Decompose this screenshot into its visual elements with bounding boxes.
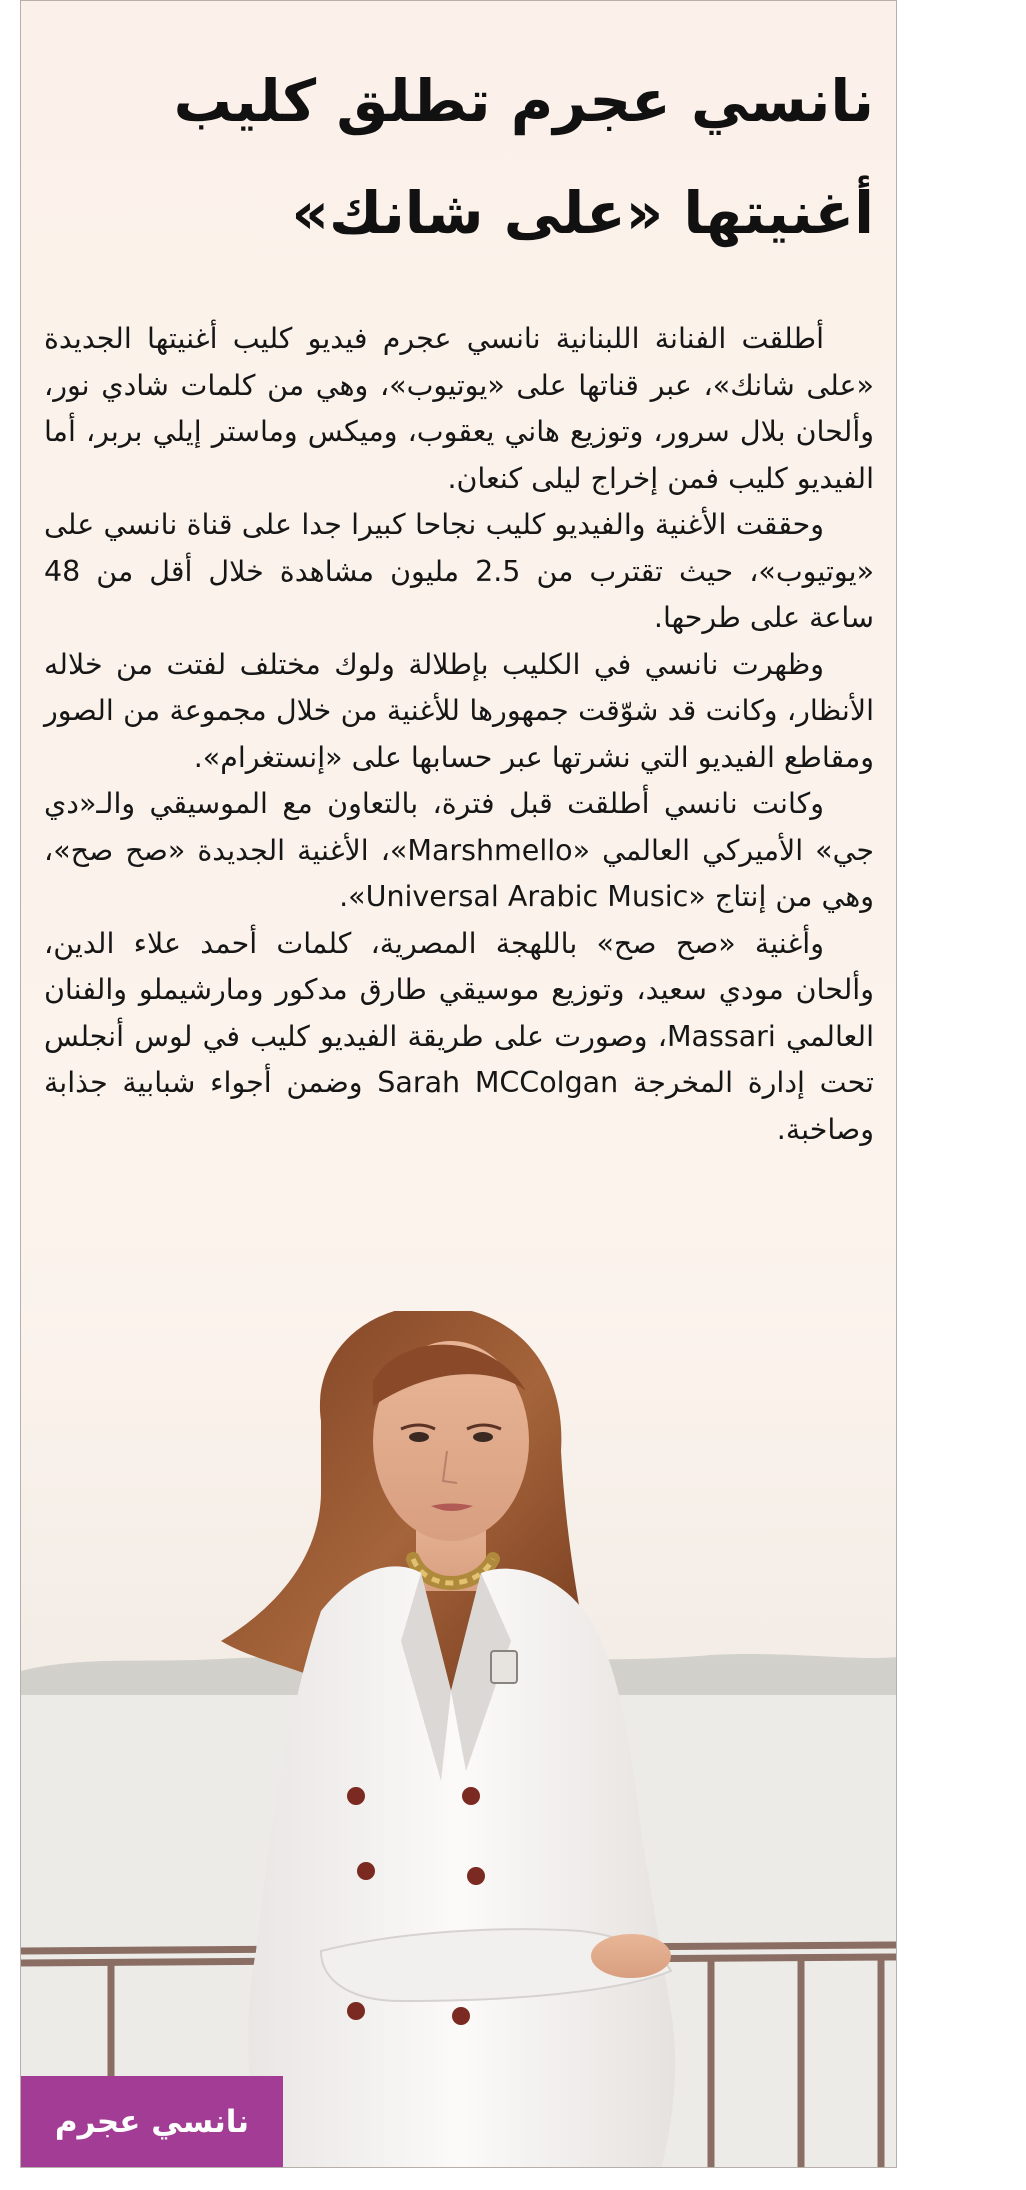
- paragraph-2: وحققت الأغنية والفيديو كليب نجاحا كبيرا جدا على قناة نانسي على «يوتيوب»، حيث تقترب من 2.5 مليون مشاهدة خلال أقل من 48 ساعة على طرحها.: [44, 508, 875, 634]
- article-body: [44, 316, 874, 1153]
- paragraph-3: وظهرت نانسي في الكليب بإطلالة ولوك مختلف لفتت من خلاله الأنظار، وكانت قد شوّقت جمهورها للأغنية من خلال مجموعة من الصور ومقاطع الفيديو التي نشرتها عبر حسابها على «إنستغرام».: [44, 647, 874, 774]
- paragraph-4: وكانت نانسي أطلقت قبل فترة، بالتعاون مع الموسيقي والـ«دي جي» الأميركي العالمي «Marshmello»، الأغنية الجديدة «صح صح»، وهي من إنتاج «Universal Arabic Music».: [44, 787, 874, 913]
- photo-caption: نانسي عجرم: [21, 2076, 283, 2168]
- paragraph-5: وأغنية «صح صح» باللهجة المصرية، كلمات أحمد علاء الدين، وألحان مودي سعيد، وتوزيع موسيقي طارق مدكور ومارشيملو والفنان العالمي Massari، وصورت على طريقة الفيديو كليب في لوس أنجلس تحت إدارة المخرجة Sarah MCColgan وضمن أجواء شبابية جذابة وصاخبة.: [44, 926, 874, 1146]
- newspaper-clipping: [20, 0, 897, 2168]
- singer-photo: [21, 1311, 897, 2168]
- paragraph-1: أطلقت الفنانة اللبنانية نانسي عجرم فيديو كليب أغنيتها الجديدة «على شانك»، عبر قناتها على «يوتيوب»، وهي من كلمات شادي نور، وألحان بلال سرور، وتوزيع هاني يعقوب، وميكس وماستر إيلي بربر، أما الفيديو كليب فمن إخراج ليلى كنعان.: [44, 322, 874, 495]
- headline: نانسي عجرم تطلق كليب أغنيتها «على شانك»: [173, 67, 874, 247]
- portrait-illustration: [21, 1311, 897, 2168]
